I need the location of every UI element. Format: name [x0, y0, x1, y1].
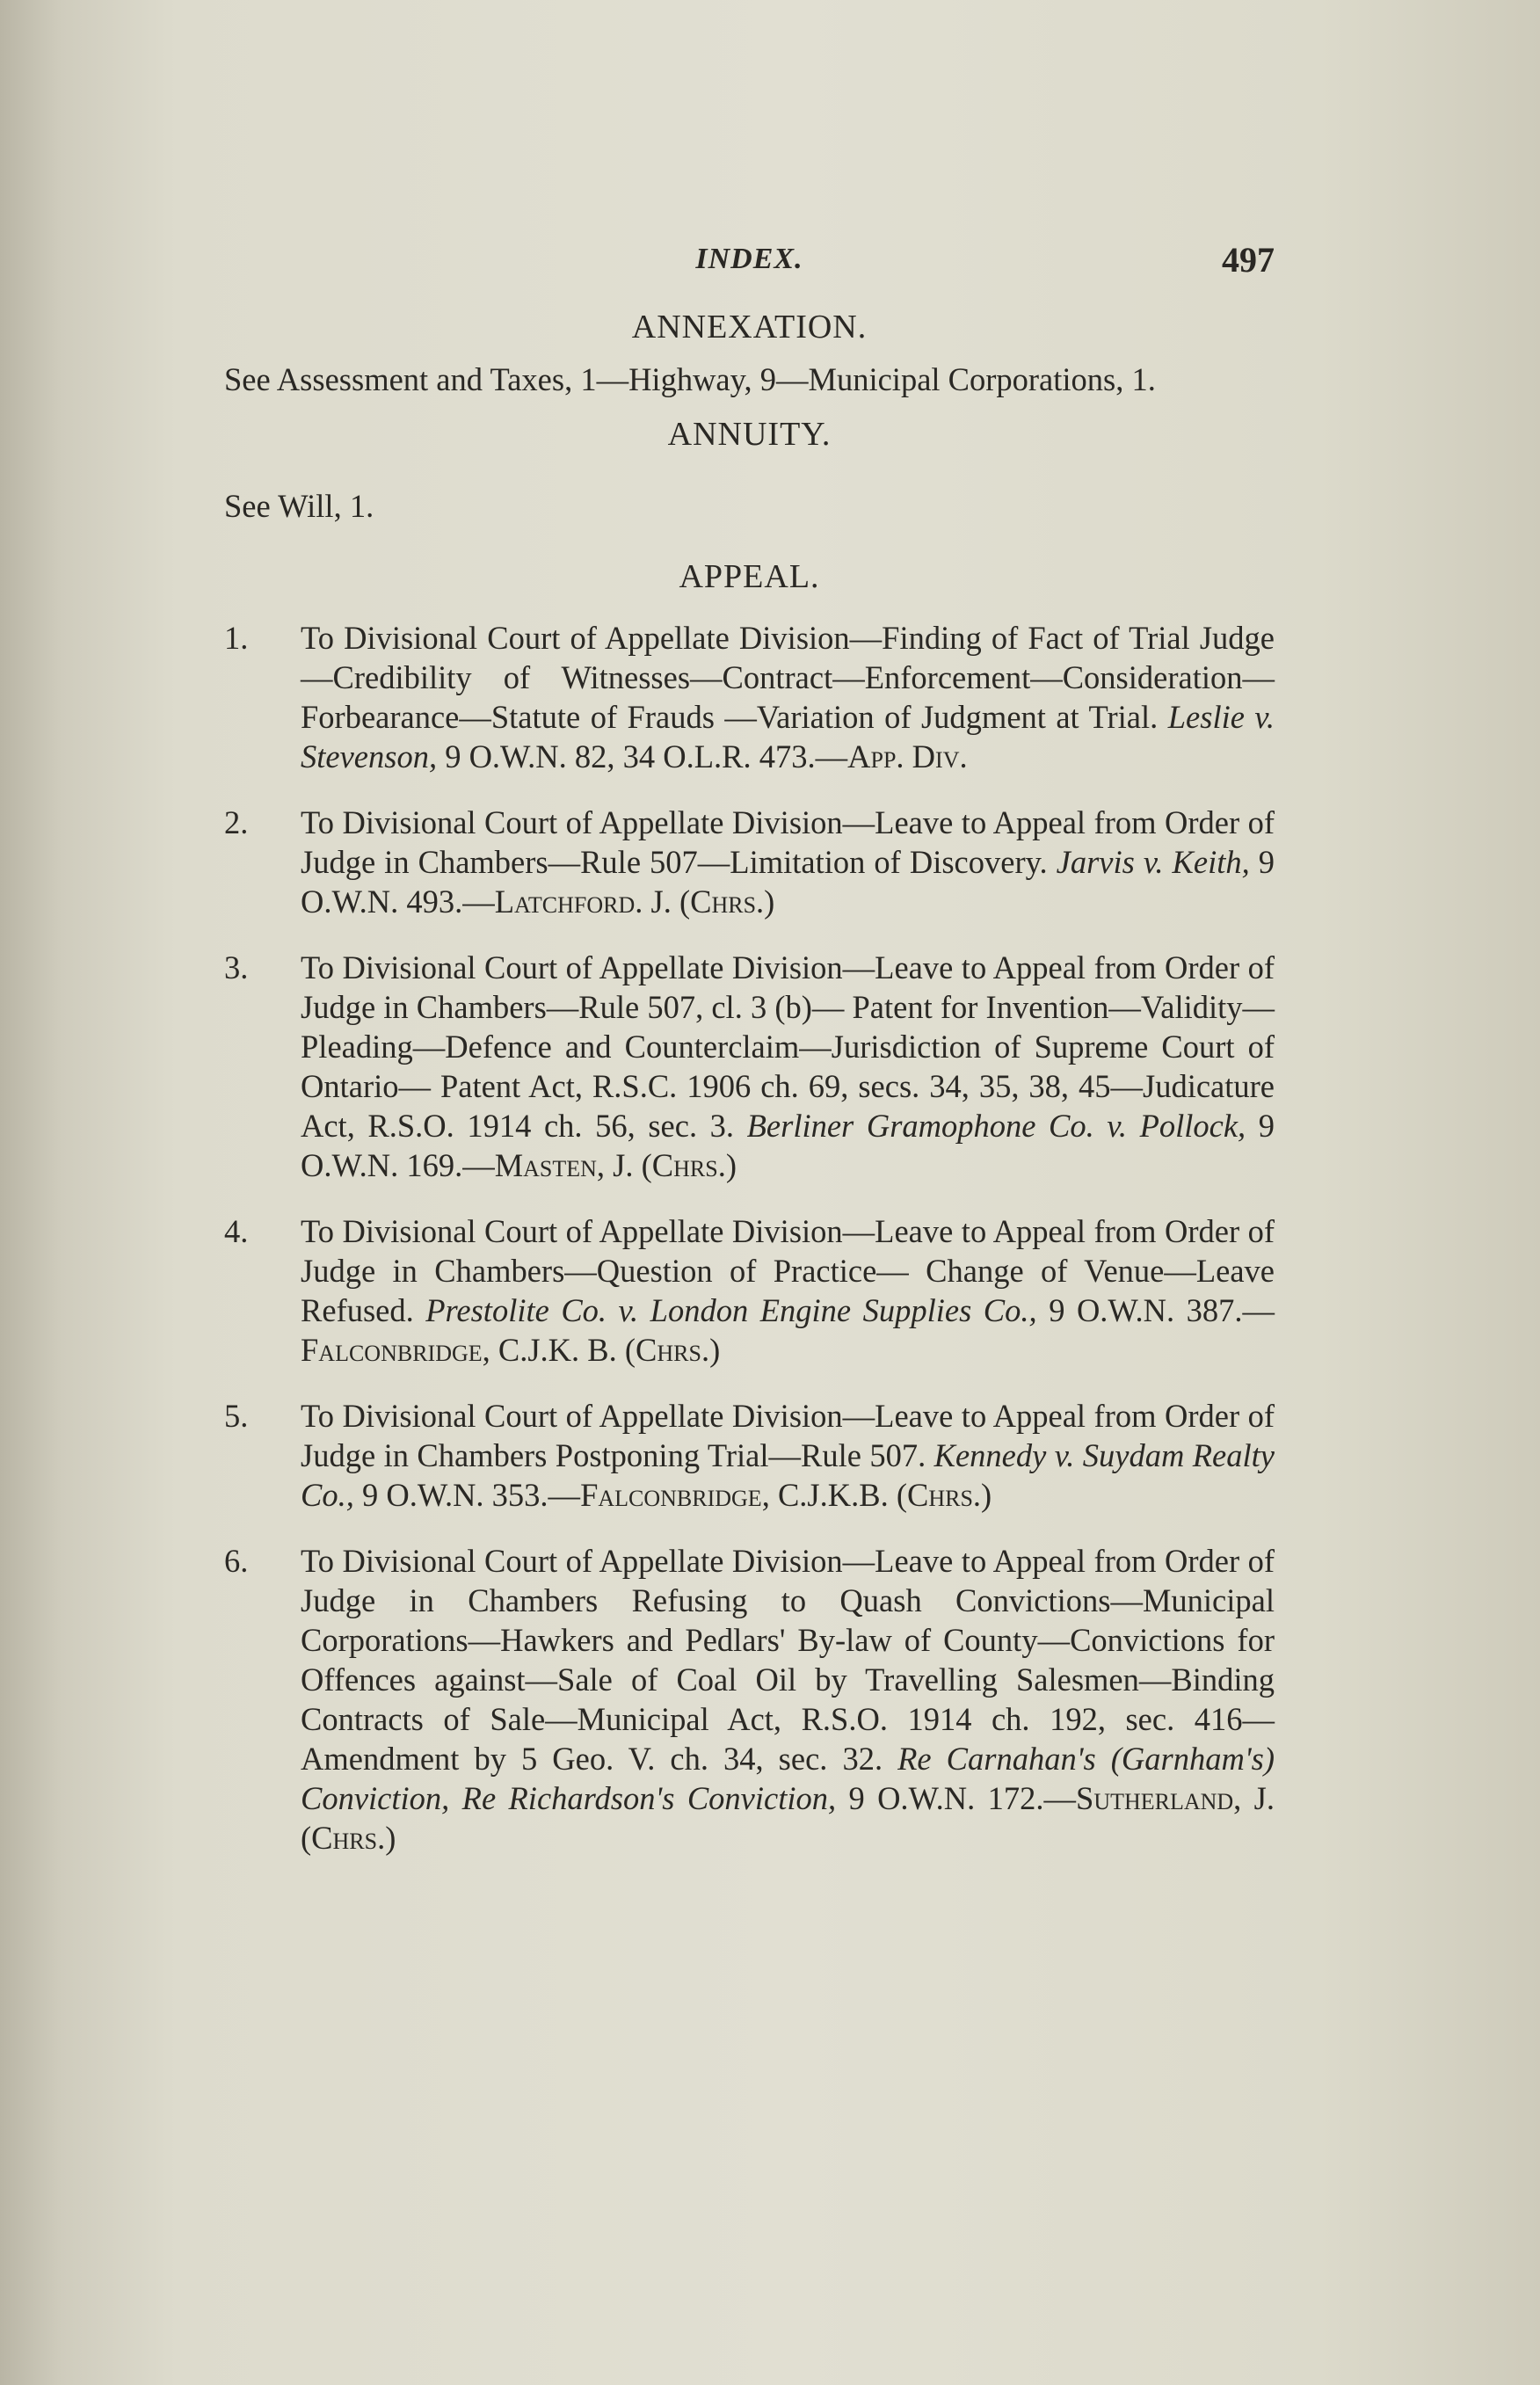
citation: 9 O.W.N. 353.—	[361, 1477, 581, 1513]
heading-annuity: ANNUITY.	[667, 416, 832, 453]
citation: 9 O.W.N. 493.—	[301, 844, 1275, 920]
heading-annexation: ANNEXATION.	[631, 309, 868, 345]
case-name: Leslie v. Stevenson,	[301, 699, 1275, 774]
index-entry	[224, 618, 1275, 776]
case-name: Jarvis v. Keith,	[1056, 844, 1250, 880]
entry-number: 6.	[224, 1543, 249, 1579]
heading-appeal: APPEAL.	[679, 558, 820, 595]
index-entry	[224, 803, 1275, 921]
entry-text: To Divisional Court of Appellate Division—Finding of Fact of Trial Judge—Credibility of Witnesses—Contract—Enforcement—Consideration—Forbearance—Statute of Frauds —Variation of Judgment at Trial.	[301, 620, 1275, 735]
entry-text: To Divisional Court of Appellate Division—Leave to Appeal from Order of Judge in Chambers Refusing to Quash Convictions—Municipal Corporations—Hawkers and Pedlars' By-law of County—Convictions for Offences against—Sale of Coal Oil by Travelling Salesmen—Binding Contracts of Sale—Municipal Act, R.S.O. 1914 ch. 192, sec. 416—Amendment by 5 Geo. V. ch. 34, sec. 32.	[301, 1543, 1275, 1777]
case-name: Berliner Gramophone Co. v. Pollock,	[746, 1108, 1246, 1144]
entry-number: 4.	[224, 1213, 249, 1249]
court-judge: Falconbridge, C.J.K. B. (Chrs.)	[301, 1332, 721, 1368]
index-entry	[224, 948, 1275, 1185]
index-body	[224, 308, 1275, 1884]
index-entry	[224, 1211, 1275, 1370]
page-header	[224, 236, 1275, 288]
case-name: Re Carnahan's (Garnham's) Conviction, Re Richardson's Conviction,	[301, 1741, 1275, 1816]
see-reference-annuity: See Will, 1.	[224, 488, 374, 524]
citation: 9 O.W.N. 82, 34 O.L.R. 473.—	[445, 738, 848, 774]
see-reference-annexation: See Assessment and Taxes, 1—Highway, 9—Municipal Corporations, 1.	[224, 361, 1156, 397]
court-judge: Sutherland, J. (Chrs.)	[301, 1780, 1275, 1856]
court-judge: Latchford. J. (Chrs.)	[494, 883, 775, 920]
case-name: Prestolite Co. v. London Engine Supplies Co.,	[425, 1292, 1037, 1328]
court-judge: Masten, J. (Chrs.)	[494, 1147, 737, 1183]
entry-number: 5.	[224, 1398, 249, 1434]
index-entry	[224, 1396, 1275, 1515]
court-judge: App. Div.	[847, 738, 968, 774]
case-name: Kennedy v. Suydam Realty Co.,	[301, 1437, 1275, 1513]
entry-number: 2.	[224, 804, 249, 840]
citation: 9 O.W.N. 172.—	[848, 1780, 1077, 1816]
entry-text: To Divisional Court of Appellate Division—Leave to Appeal from Order of Judge in Chambers Postponing Trial—Rule 507.	[301, 1398, 1275, 1473]
entry-number: 3.	[224, 949, 249, 985]
court-judge: Falconbridge, C.J.K.B. (Chrs.)	[580, 1477, 992, 1513]
index-entry	[224, 1541, 1275, 1858]
entry-text: To Divisional Court of Appellate Division—Leave to Appeal from Order of Judge in Chambers—Rule 507—Limitation of Discovery.	[301, 804, 1275, 880]
citation: 9 O.W.N. 169.—	[301, 1108, 1275, 1183]
citation: 9 O.W.N. 387.—	[1049, 1292, 1275, 1328]
entry-number: 1.	[224, 620, 249, 656]
entry-text: To Divisional Court of Appellate Division—Leave to Appeal from Order of Judge in Chambers—Rule 507, cl. 3 (b)— Patent for Invention—Validity—Pleading—Defence and Counterclaim—Jurisdiction of Supreme Court of Ontario— Patent Act, R.S.C. 1906 ch. 69, secs. 34, 35, 38, 45—Judicature Act, R.S.O. 1914 ch. 56, sec. 3.	[301, 949, 1275, 1144]
running-head: INDEX.	[695, 243, 803, 275]
entry-text: To Divisional Court of Appellate Division—Leave to Appeal from Order of Judge in Chambers—Question of Practice— Change of Venue—Leave Refused.	[301, 1213, 1275, 1328]
page-number: 497	[1222, 240, 1275, 280]
